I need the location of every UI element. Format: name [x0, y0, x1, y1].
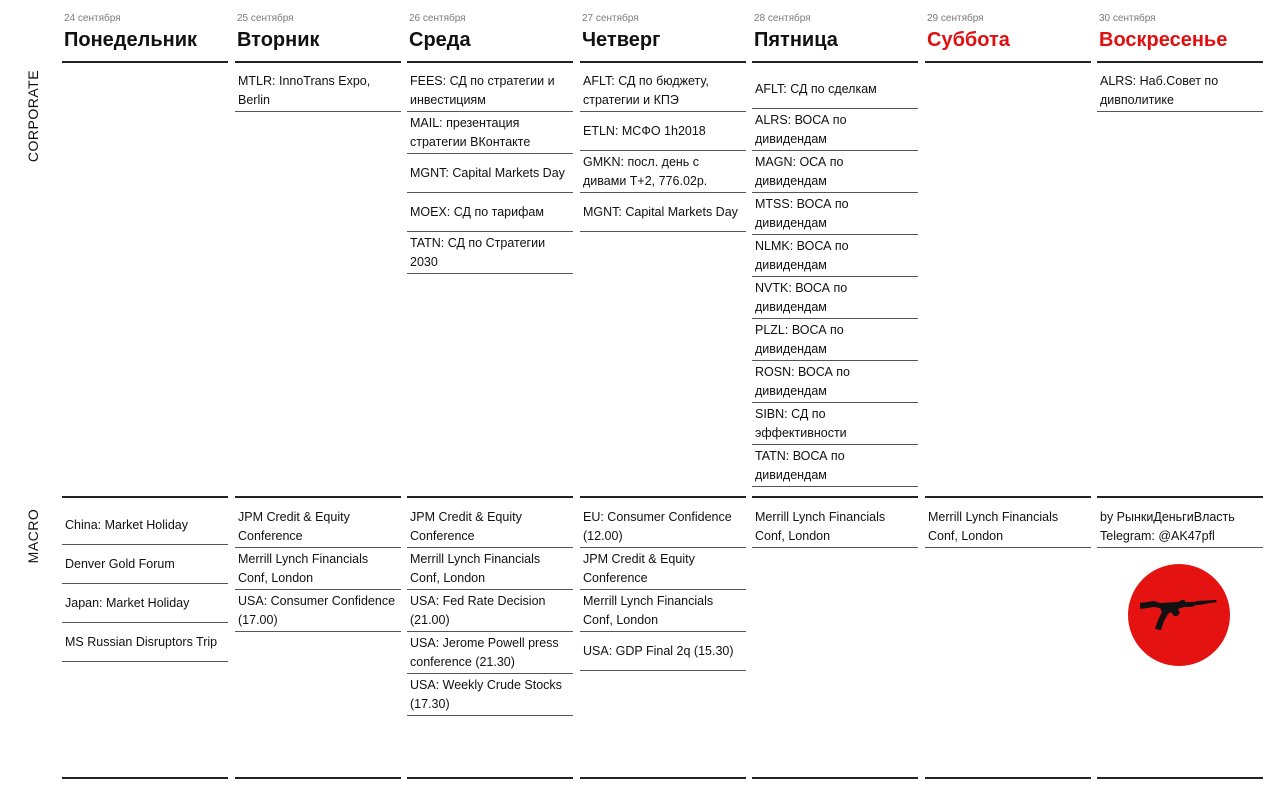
channel-logo: [1128, 564, 1230, 666]
corporate-events: [407, 70, 573, 274]
divider: [752, 496, 918, 498]
event-text: Merrill Lynch Financials Conf, London: [410, 552, 541, 585]
day-name: Четверг: [582, 29, 661, 51]
event-text: Denver Gold Forum: [65, 557, 175, 571]
day-date: 25 сентября: [237, 13, 294, 24]
macro-events: [407, 506, 573, 716]
corporate-event-item: [407, 232, 573, 274]
divider: [235, 777, 401, 779]
day-name: Вторник: [237, 29, 320, 51]
corporate-event-item: [235, 70, 401, 112]
macro-events: [925, 506, 1091, 548]
event-text: USA: Consumer Confidence (17.00): [238, 594, 396, 627]
event-text: MTSS: ВОСА по дивидендам: [755, 197, 849, 230]
corporate-event-item: [407, 70, 573, 112]
day-column: [62, 0, 228, 794]
corporate-event-item: [752, 319, 918, 361]
macro-events: [235, 506, 401, 632]
event-text: by РынкиДеньгиВласть Telegram: @AK47pfl: [1100, 510, 1235, 543]
corporate-events: [580, 70, 746, 232]
event-text: JPM Credit & Equity Conference: [410, 510, 522, 543]
corporate-events: [235, 70, 401, 112]
event-text: GMKN: посл. день с дивами Т+2, 776.02р.: [583, 155, 708, 188]
rifle-icon: [1138, 594, 1220, 634]
event-text: Merrill Lynch Financials Conf, London: [755, 510, 886, 543]
day-column: [580, 0, 746, 794]
event-text: ETLN: МСФО 1h2018: [583, 124, 706, 138]
day-name: Понедельник: [64, 29, 197, 51]
event-text: NLMK: ВОСА по дивидендам: [755, 239, 849, 272]
corporate-event-item: [752, 445, 918, 487]
event-text: MAIL: презентация стратегии ВКонтакте: [410, 116, 531, 149]
event-text: TATN: ВОСА по дивидендам: [755, 449, 845, 482]
macro-event-item: [407, 590, 573, 632]
divider: [407, 777, 573, 779]
corporate-event-item: [752, 151, 918, 193]
corporate-event-item: [580, 151, 746, 193]
macro-events: [62, 506, 228, 662]
event-text: FEES: СД по стратегии и инвестициям: [410, 74, 555, 107]
corporate-events: [752, 70, 918, 487]
divider: [1097, 777, 1263, 779]
day-column: [1097, 0, 1263, 794]
macro-event-item: [407, 506, 573, 548]
event-text: MAGN: ОСА по дивидендам: [755, 155, 844, 188]
day-column: [235, 0, 401, 794]
day-date: 30 сентября: [1099, 13, 1156, 24]
macro-event-item: [752, 506, 918, 548]
event-text: AFLT: СД по бюджету, стратегии и КПЭ: [583, 74, 709, 107]
corporate-event-item: [407, 193, 573, 232]
corporate-event-item: [752, 109, 918, 151]
event-text: JPM Credit & Equity Conference: [583, 552, 695, 585]
divider: [925, 496, 1091, 498]
day-name: Суббота: [927, 29, 1010, 51]
macro-event-item: [580, 548, 746, 590]
macro-event-item: [925, 506, 1091, 548]
macro-event-item: [407, 674, 573, 716]
corporate-event-item: [752, 277, 918, 319]
divider: [580, 496, 746, 498]
corporate-events: [1097, 70, 1263, 112]
corporate-event-item: [752, 193, 918, 235]
divider: [407, 496, 573, 498]
macro-event-item: [580, 506, 746, 548]
macro-events: [580, 506, 746, 671]
event-text: ROSN: ВОСА по дивидендам: [755, 365, 850, 398]
event-text: USA: GDP Final 2q (15.30): [583, 644, 734, 658]
divider: [62, 777, 228, 779]
macro-event-item: [1097, 506, 1263, 548]
event-text: MS Russian Disruptors Trip: [65, 635, 218, 649]
event-text: Merrill Lynch Financials Conf, London: [928, 510, 1059, 543]
event-text: NVTK: ВОСА по дивидендам: [755, 281, 848, 314]
event-text: ALRS: ВОСА по дивидендам: [755, 113, 847, 146]
event-text: MGNT: Capital Markets Day: [410, 166, 565, 180]
macro-event-item: [580, 632, 746, 671]
corporate-event-item: [580, 70, 746, 112]
event-text: JPM Credit & Equity Conference: [238, 510, 350, 543]
day-name: Пятница: [754, 29, 838, 51]
day-date: 28 сентября: [754, 13, 811, 24]
corporate-event-item: [752, 70, 918, 109]
event-text: MGNT: Capital Markets Day: [583, 205, 738, 219]
macro-events: [1097, 506, 1263, 548]
corporate-event-item: [752, 361, 918, 403]
corporate-event-item: [580, 193, 746, 232]
event-text: MOEX: СД по тарифам: [410, 205, 544, 219]
divider: [62, 496, 228, 498]
corporate-event-item: [1097, 70, 1263, 112]
divider: [1097, 61, 1263, 63]
divider: [407, 61, 573, 63]
macro-event-item: [62, 506, 228, 545]
event-text: PLZL: ВОСА по дивидендам: [755, 323, 844, 356]
day-date: 27 сентября: [582, 13, 639, 24]
macro-event-item: [580, 590, 746, 632]
macro-event-item: [62, 623, 228, 662]
divider: [62, 61, 228, 63]
event-text: China: Market Holiday: [65, 518, 188, 532]
macro-event-item: [235, 590, 401, 632]
section-label-macro: MACRO: [25, 508, 41, 564]
corporate-event-item: [752, 403, 918, 445]
event-text: SIBN: СД по эффективности: [755, 407, 847, 440]
event-text: USA: Fed Rate Decision (21.00): [410, 594, 546, 627]
event-text: USA: Weekly Crude Stocks (17.30): [410, 678, 562, 711]
event-text: Merrill Lynch Financials Conf, London: [238, 552, 369, 585]
divider: [925, 61, 1091, 63]
macro-event-item: [407, 548, 573, 590]
event-text: EU: Consumer Confidence (12.00): [583, 510, 732, 543]
day-column: [407, 0, 573, 794]
day-date: 29 сентября: [927, 13, 984, 24]
macro-event-item: [235, 506, 401, 548]
corporate-event-item: [752, 235, 918, 277]
macro-event-item: [407, 632, 573, 674]
divider: [580, 61, 746, 63]
event-text: AFLT: СД по сделкам: [755, 82, 877, 96]
day-date: 26 сентября: [409, 13, 466, 24]
event-text: MTLR: InnoTrans Expo, Berlin: [238, 74, 371, 107]
day-column: [925, 0, 1091, 794]
event-text: Merrill Lynch Financials Conf, London: [583, 594, 714, 627]
event-text: Japan: Market Holiday: [65, 596, 190, 610]
event-text: TATN: СД по Стратегии 2030: [410, 236, 546, 269]
divider: [752, 61, 918, 63]
section-label-corporate: CORPORATE: [25, 69, 41, 163]
divider: [235, 61, 401, 63]
divider: [1097, 496, 1263, 498]
corporate-event-item: [407, 154, 573, 193]
event-text: USA: Jerome Powell press conference (21.30): [410, 636, 559, 669]
macro-event-item: [62, 584, 228, 623]
divider: [752, 777, 918, 779]
macro-event-item: [62, 545, 228, 584]
macro-event-item: [235, 548, 401, 590]
divider: [580, 777, 746, 779]
day-date: 24 сентября: [64, 13, 121, 24]
divider: [925, 777, 1091, 779]
day-column: [752, 0, 918, 794]
corporate-event-item: [580, 112, 746, 151]
macro-events: [752, 506, 918, 548]
day-name: Среда: [409, 29, 471, 51]
divider: [235, 496, 401, 498]
event-text: ALRS: Наб.Совет по дивполитике: [1100, 74, 1219, 107]
corporate-event-item: [407, 112, 573, 154]
day-name: Воскресенье: [1099, 29, 1228, 51]
